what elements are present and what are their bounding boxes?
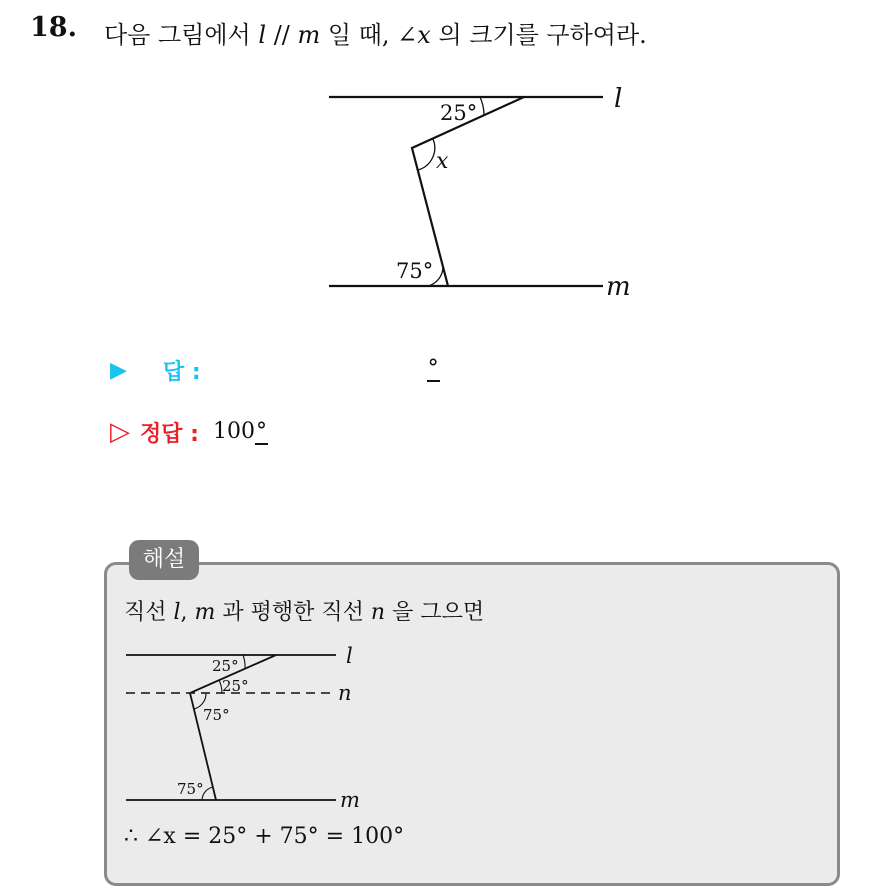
solution-var-n: n: [370, 600, 386, 625]
correct-unit: °: [255, 419, 267, 444]
label-l: l: [614, 84, 623, 114]
angle-25-label: 25°: [440, 101, 478, 125]
solution-tag: 해설: [129, 540, 199, 580]
solution-text-a: 직선: [124, 600, 174, 625]
question-number: 18.: [30, 12, 77, 43]
solution-comma: ,: [180, 600, 195, 625]
sol-angle-top: 25°: [212, 657, 239, 675]
sol-label-m: m: [340, 788, 360, 812]
question-middle: 일 때, ∠: [320, 21, 418, 49]
arc-angle-top: [480, 97, 484, 115]
sol-label-n: n: [338, 681, 352, 705]
answer-unit: °: [427, 356, 439, 381]
answer-label: 답 :: [162, 359, 201, 385]
correct-label: 정답 :: [140, 421, 199, 447]
sol-angle-bottom: 75°: [177, 780, 204, 798]
question-suffix: 의 크기를 구하여라.: [430, 21, 647, 49]
solution-var-l: l: [173, 600, 181, 625]
solution-conclusion: ∴ ∠x = 25° + 75° = 100°: [124, 824, 405, 849]
question-prefix: 다음 그림에서: [104, 21, 259, 49]
problem-figure: [0, 0, 884, 330]
solution-text-b: 과 평행한 직선: [215, 600, 371, 625]
answer-arrow-icon: ▶: [110, 357, 127, 383]
var-m: m: [297, 21, 321, 49]
sol-angle-upper-mid: 25°: [222, 677, 249, 695]
answer-row: [110, 350, 440, 390]
label-m: m: [606, 272, 631, 302]
correct-answer-row: [110, 412, 268, 452]
solution-text-c: 을 그으면: [385, 600, 485, 625]
correct-value: [213, 419, 268, 445]
solution-var-m: m: [194, 600, 216, 625]
solution-intro: [124, 595, 484, 626]
sol-angle-lower-mid: 75°: [203, 706, 230, 724]
angle-75-label: 75°: [396, 259, 434, 283]
var-l: l: [258, 21, 267, 49]
zigzag-segments: [412, 97, 524, 286]
var-x: x: [417, 21, 431, 49]
parallel-symbol: //: [266, 21, 298, 49]
angle-x-label: x: [436, 149, 449, 174]
correct-arrow-icon: ▷: [110, 417, 130, 447]
correct-number: 100: [212, 419, 255, 444]
sol-label-l: l: [346, 644, 353, 668]
